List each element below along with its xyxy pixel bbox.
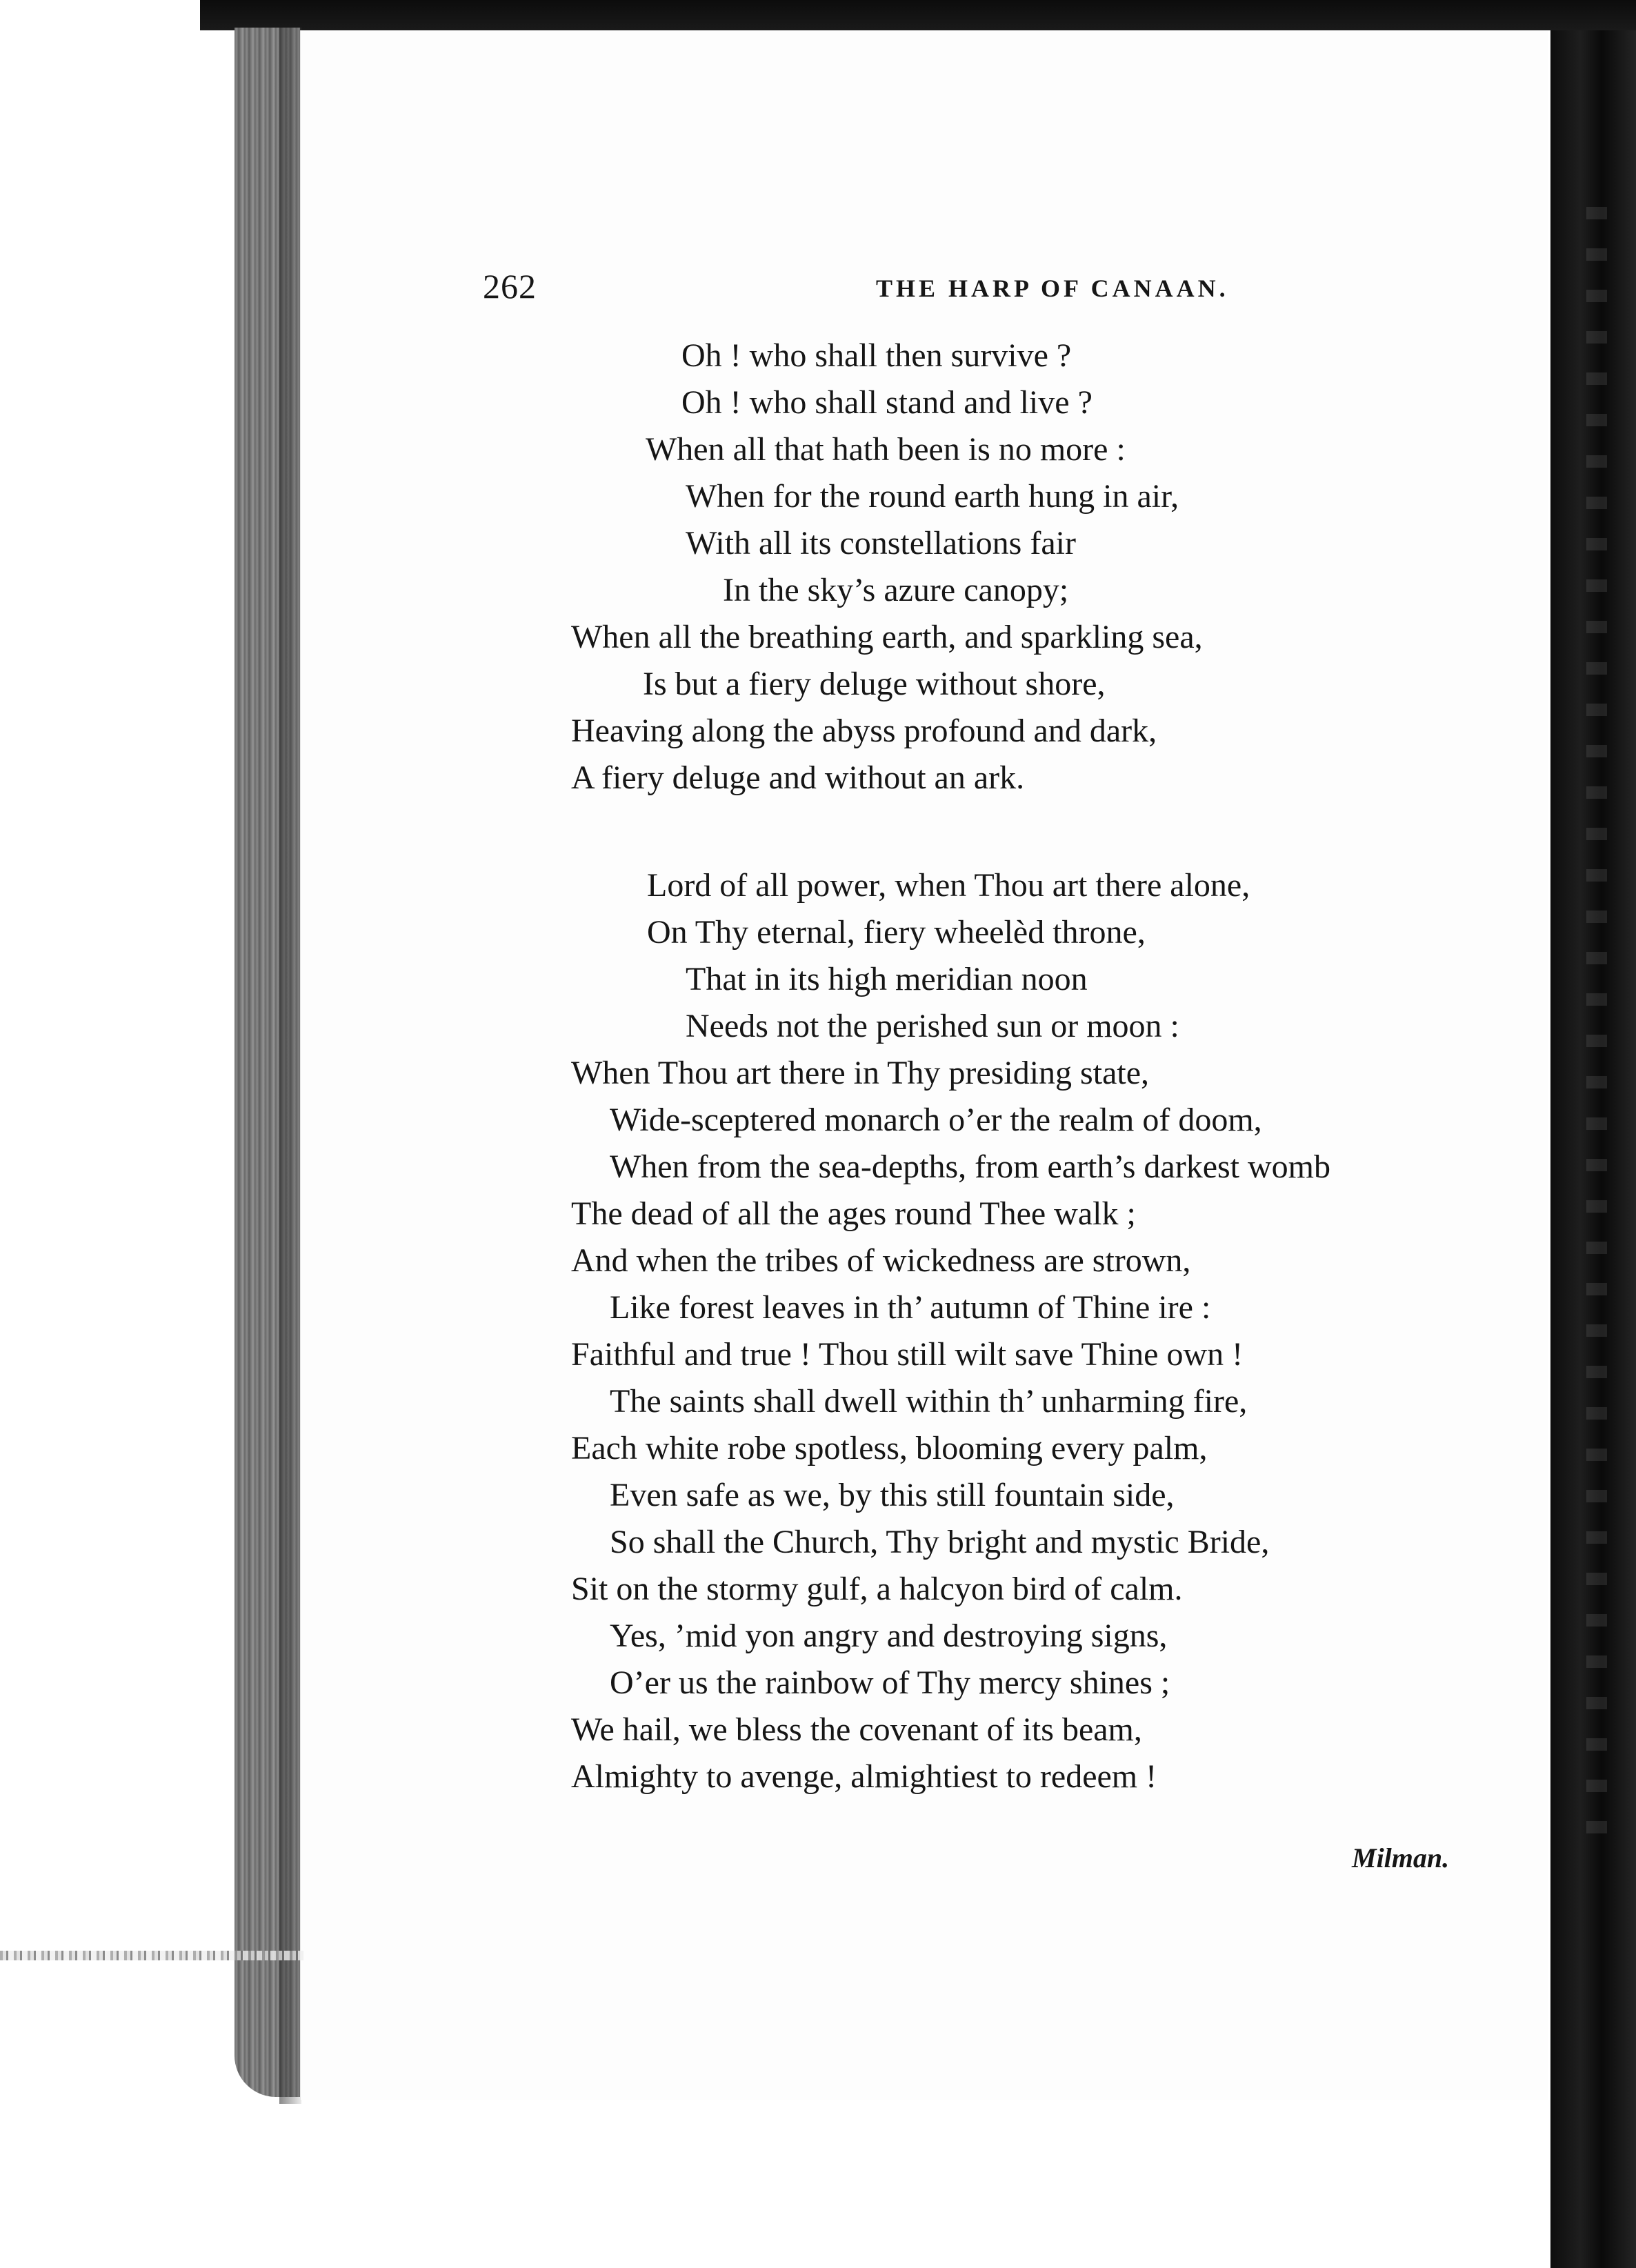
stanza [571, 862, 1468, 1800]
author-attribution: Milman. [1352, 1842, 1450, 1873]
film-top-border [200, 0, 1636, 30]
verse-line: In the sky’s azure canopy; [723, 572, 1069, 608]
verse-line: When for the round earth hung in air, [686, 478, 1179, 515]
verse-line: When all that hath been is no more : [646, 431, 1126, 468]
verse-line: When Thou art there in Thy presiding state, [571, 1055, 1150, 1091]
running-title: THE HARP OF CANAAN. [876, 275, 1229, 302]
verse-line: Needs not the perished sun or moon : [686, 1008, 1179, 1044]
verse-line: Oh ! who shall then survive ? [681, 337, 1072, 374]
stanza [571, 332, 1468, 802]
verse-line: When from the sea-depths, from earth’s darkest womb [610, 1148, 1331, 1185]
page-number: 262 [483, 267, 537, 306]
verse-line: We hail, we bless the covenant of its beam, [571, 1711, 1142, 1748]
verse-line: A fiery deluge and without an ark. [571, 759, 1025, 796]
verse-line: The saints shall dwell within th’ unharming fire, [610, 1383, 1248, 1420]
verse-line: On Thy eternal, fiery wheelèd throne, [647, 914, 1146, 951]
verse-line: Each white robe spotless, blooming every palm, [571, 1430, 1208, 1466]
verse-line: Wide-sceptered monarch o’er the realm of doom, [610, 1102, 1262, 1138]
verse-line: Is but a fiery deluge without shore, [643, 666, 1106, 702]
verse-line: Oh ! who shall stand and live ? [681, 384, 1093, 421]
verse-line: Sit on the stormy gulf, a halcyon bird of calm. [571, 1571, 1183, 1607]
page-gutter-shadow [279, 28, 301, 2104]
scan-noise-strip [0, 1951, 303, 1960]
verse-line: Like forest leaves in th’ autumn of Thine ire : [610, 1289, 1211, 1326]
verse-line: Lord of all power, when Thou art there alone, [647, 867, 1250, 904]
running-head [483, 262, 1297, 310]
verse-line: Almighty to avenge, almightiest to redeem ! [571, 1758, 1157, 1795]
verse-line: With all its constellations fair [686, 525, 1076, 561]
verse-line: The dead of all the ages round Thee walk ; [571, 1195, 1136, 1232]
verse-line: So shall the Church, Thy bright and mystic Bride, [610, 1524, 1270, 1560]
verse-line: Heaving along the abyss profound and dark, [571, 713, 1157, 749]
verse-line: Faithful and true ! Thou still wilt save Thine own ! [571, 1336, 1244, 1373]
verse-line: Yes, ’mid yon angry and destroying signs, [610, 1618, 1168, 1654]
verse-line: When all the breathing earth, and sparkling sea, [571, 619, 1203, 655]
facing-page-texture [1586, 207, 1607, 1862]
verse-line: That in its high meridian noon [686, 961, 1088, 997]
verse-line: O’er us the rainbow of Thy mercy shines ; [610, 1664, 1170, 1701]
verse-line: And when the tribes of wickedness are strown, [571, 1242, 1191, 1279]
verse-line: Even safe as we, by this still fountain side, [610, 1477, 1175, 1513]
